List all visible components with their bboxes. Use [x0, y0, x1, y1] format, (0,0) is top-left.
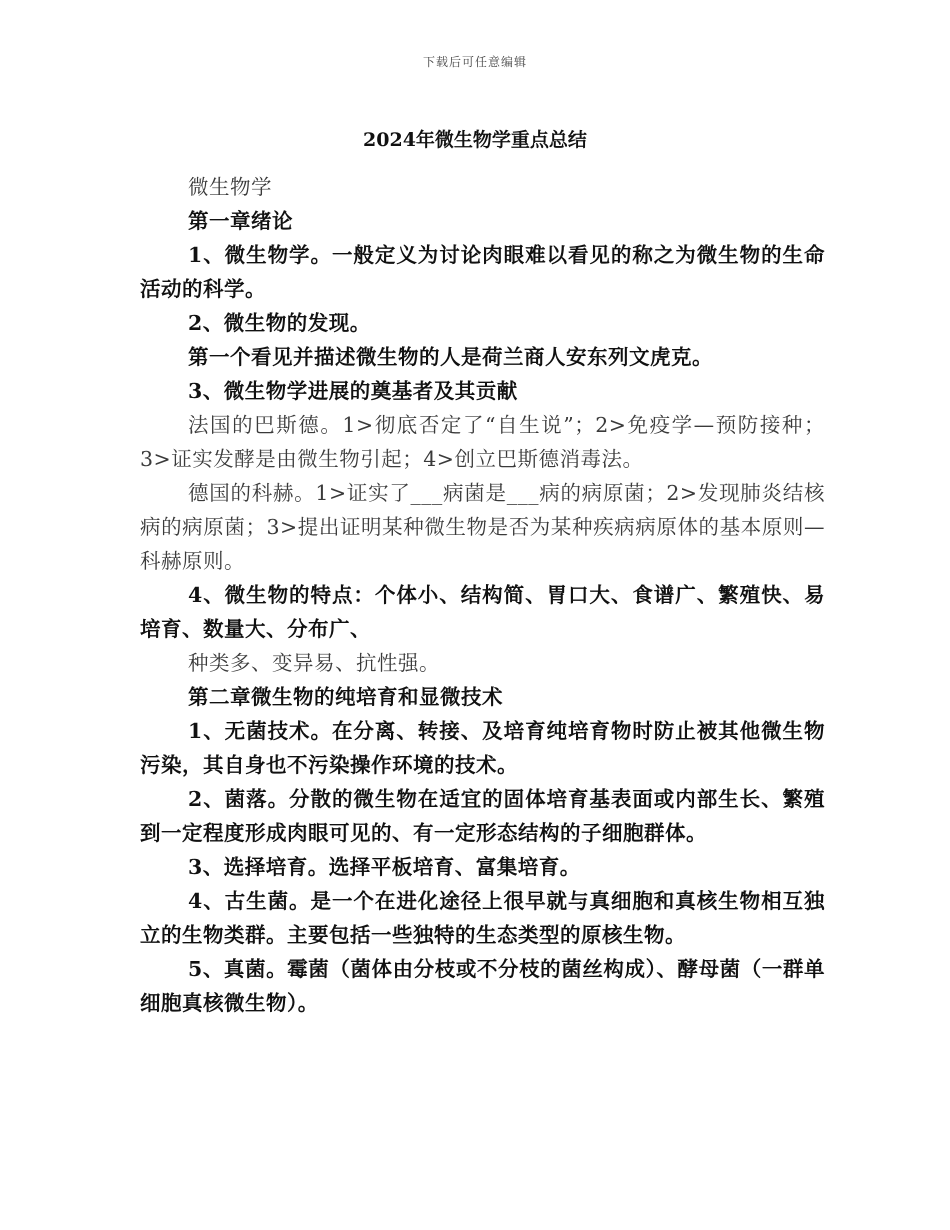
paragraph: 4、微生物的特点：个体小、结构简、胃口大、食谱广、繁殖快、易培育、数量大、分布广、: [140, 583, 825, 641]
paragraph: 3、微生物学进展的奠基者及其贡献: [188, 379, 518, 403]
paragraph: 1、微生物学。一般定义为讨论肉眼难以看见的称之为微生物的生命活动的科学。: [140, 243, 825, 301]
chapter-heading: 第二章微生物的纯培育和显微技术: [188, 685, 503, 709]
document-title: 2024年微生物学重点总结: [363, 129, 587, 151]
paragraph: 第一个看见并描述微生物的人是荷兰商人安东列文虎克。: [188, 345, 713, 369]
paragraph: 2、微生物的发现。: [188, 311, 371, 335]
paragraph: 种类多、变异易、抗性强。: [188, 651, 440, 675]
paragraph: 1、无菌技术。在分离、转接、及培育纯培育物时防止被其他微生物污染，其自身也不污染操作环境的技术。: [140, 719, 825, 777]
paragraph: 3、选择培育。选择平板培育、富集培育。: [188, 855, 581, 879]
document-body: [140, 170, 825, 1020]
paragraph: 法国的巴斯德。1>彻底否定了“自生说”；2>免疫学—预防接种；3>证实发酵是由微生物引起；4>创立巴斯德消毒法。: [140, 413, 825, 471]
paragraph: 2、菌落。分散的微生物在适宜的固体培育基表面或内部生长、繁殖到一定程度形成肉眼可见的、有一定形态结构的子细胞群体。: [140, 787, 825, 845]
paragraph: 5、真菌。霉菌（菌体由分枝或不分枝的菌丝构成）、酵母菌（一群单细胞真核微生物）。: [140, 957, 825, 1015]
paragraph: 微生物学: [188, 175, 272, 199]
paragraph: 德国的科赫。1>证实了___病菌是___病的病原菌；2>发现肺炎结核病的病原菌；3>提出证明某种微生物是否为某种疾病病原体的基本原则—科赫原则。: [140, 481, 825, 573]
chapter-heading: 第一章绪论: [188, 209, 293, 233]
paragraph: 4、古生菌。是一个在进化途径上很早就与真细胞和真核生物相互独立的生物类群。主要包括一些独特的生态类型的原核生物。: [140, 889, 825, 947]
page-header: 下载后可任意编辑: [422, 55, 527, 69]
